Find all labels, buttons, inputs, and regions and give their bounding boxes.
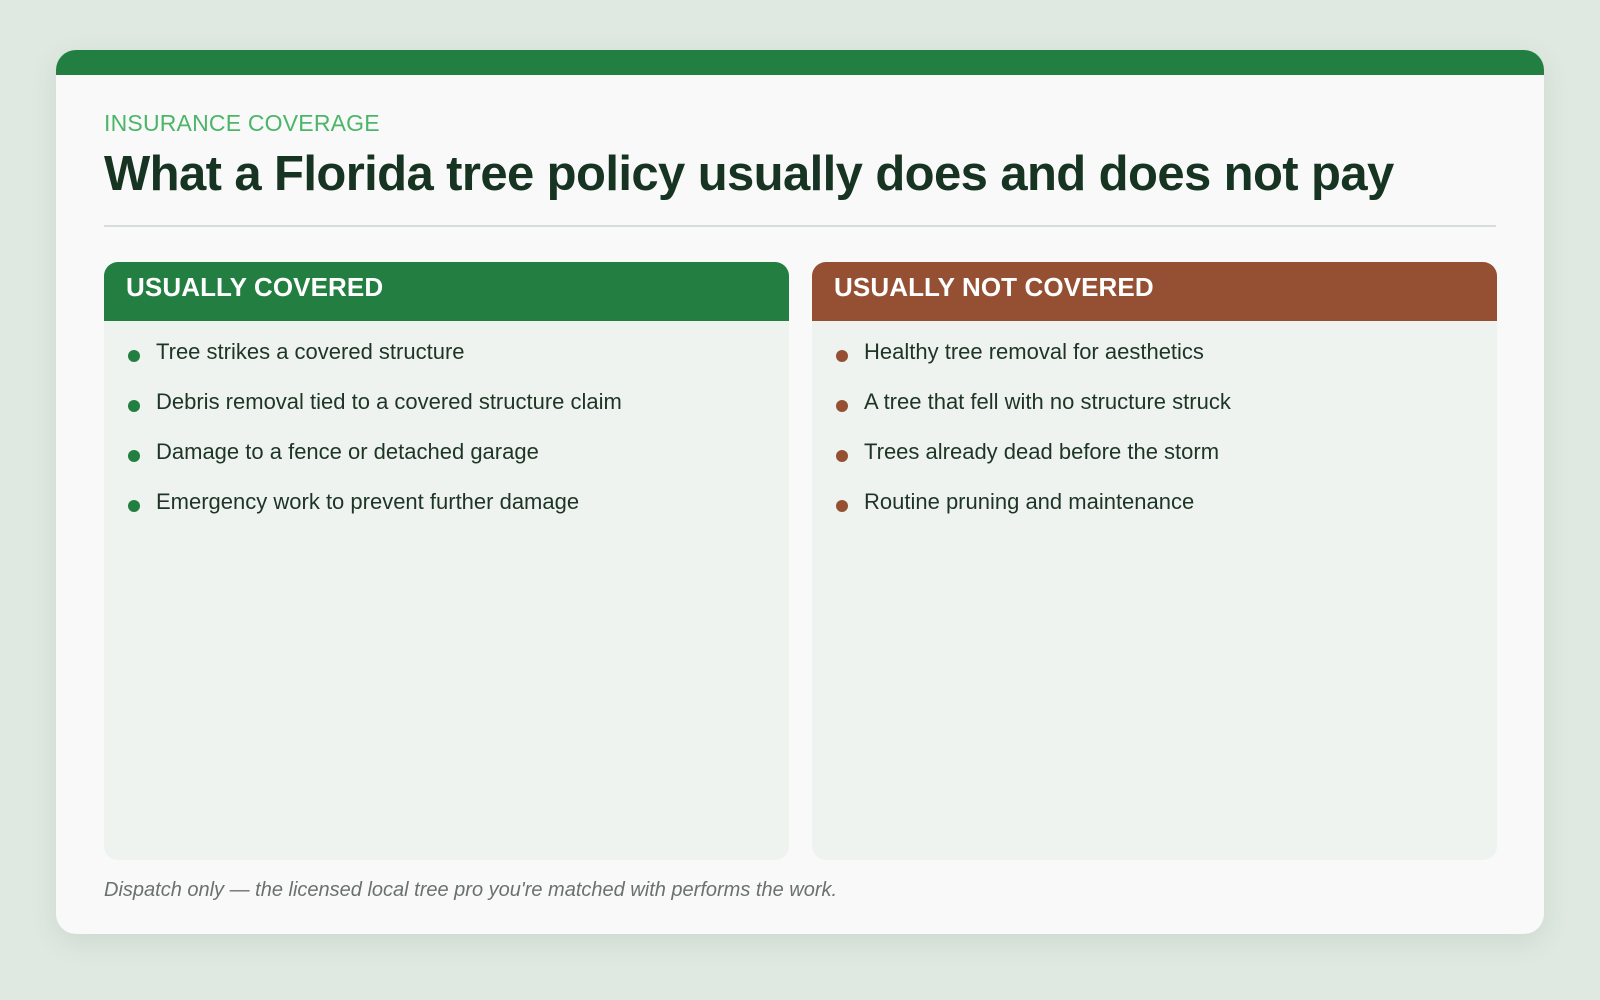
list-item-text: Damage to a fence or detached garage — [156, 439, 539, 464]
list-item — [812, 387, 1497, 437]
list-item — [104, 487, 789, 537]
bullet-dot-icon — [128, 350, 140, 362]
bullet-dot-icon — [836, 450, 848, 462]
list-item — [812, 337, 1497, 387]
bullet-dot-icon — [836, 500, 848, 512]
bullet-dot-icon — [128, 450, 140, 462]
page-title: What a Florida tree policy usually does and does not pay — [104, 147, 1394, 201]
usually-not-covered-list — [812, 321, 1497, 537]
list-item-text: Debris removal tied to a covered structure claim — [156, 389, 622, 414]
usually-not-covered-panel — [812, 262, 1497, 860]
list-item — [104, 387, 789, 437]
list-item-text: Trees already dead before the storm — [864, 439, 1220, 464]
eyebrow-label: INSURANCE COVERAGE — [104, 110, 380, 136]
bullet-dot-icon — [836, 350, 848, 362]
list-item-text: Emergency work to prevent further damage — [156, 489, 580, 514]
usually-not-covered-header: USUALLY NOT COVERED — [812, 262, 1497, 321]
list-item — [812, 437, 1497, 487]
list-item-text: Routine pruning and maintenance — [864, 489, 1195, 514]
bullet-dot-icon — [128, 400, 140, 412]
usually-covered-header: USUALLY COVERED — [104, 262, 789, 321]
coverage-card — [56, 50, 1544, 934]
bullet-dot-icon — [128, 500, 140, 512]
list-item — [812, 487, 1497, 537]
title-divider — [104, 225, 1496, 227]
usually-covered-panel — [104, 262, 789, 860]
card-accent-bar — [56, 50, 1544, 75]
usually-covered-list — [104, 321, 789, 537]
list-item — [104, 337, 789, 387]
list-item-text: Healthy tree removal for aesthetics — [864, 339, 1204, 364]
list-item — [104, 437, 789, 487]
list-item-text: A tree that fell with no structure struck — [864, 389, 1231, 414]
bullet-dot-icon — [836, 400, 848, 412]
footnote: Dispatch only — the licensed local tree pro you're matched with performs the work. — [104, 879, 838, 901]
list-item-text: Tree strikes a covered structure — [156, 339, 465, 364]
